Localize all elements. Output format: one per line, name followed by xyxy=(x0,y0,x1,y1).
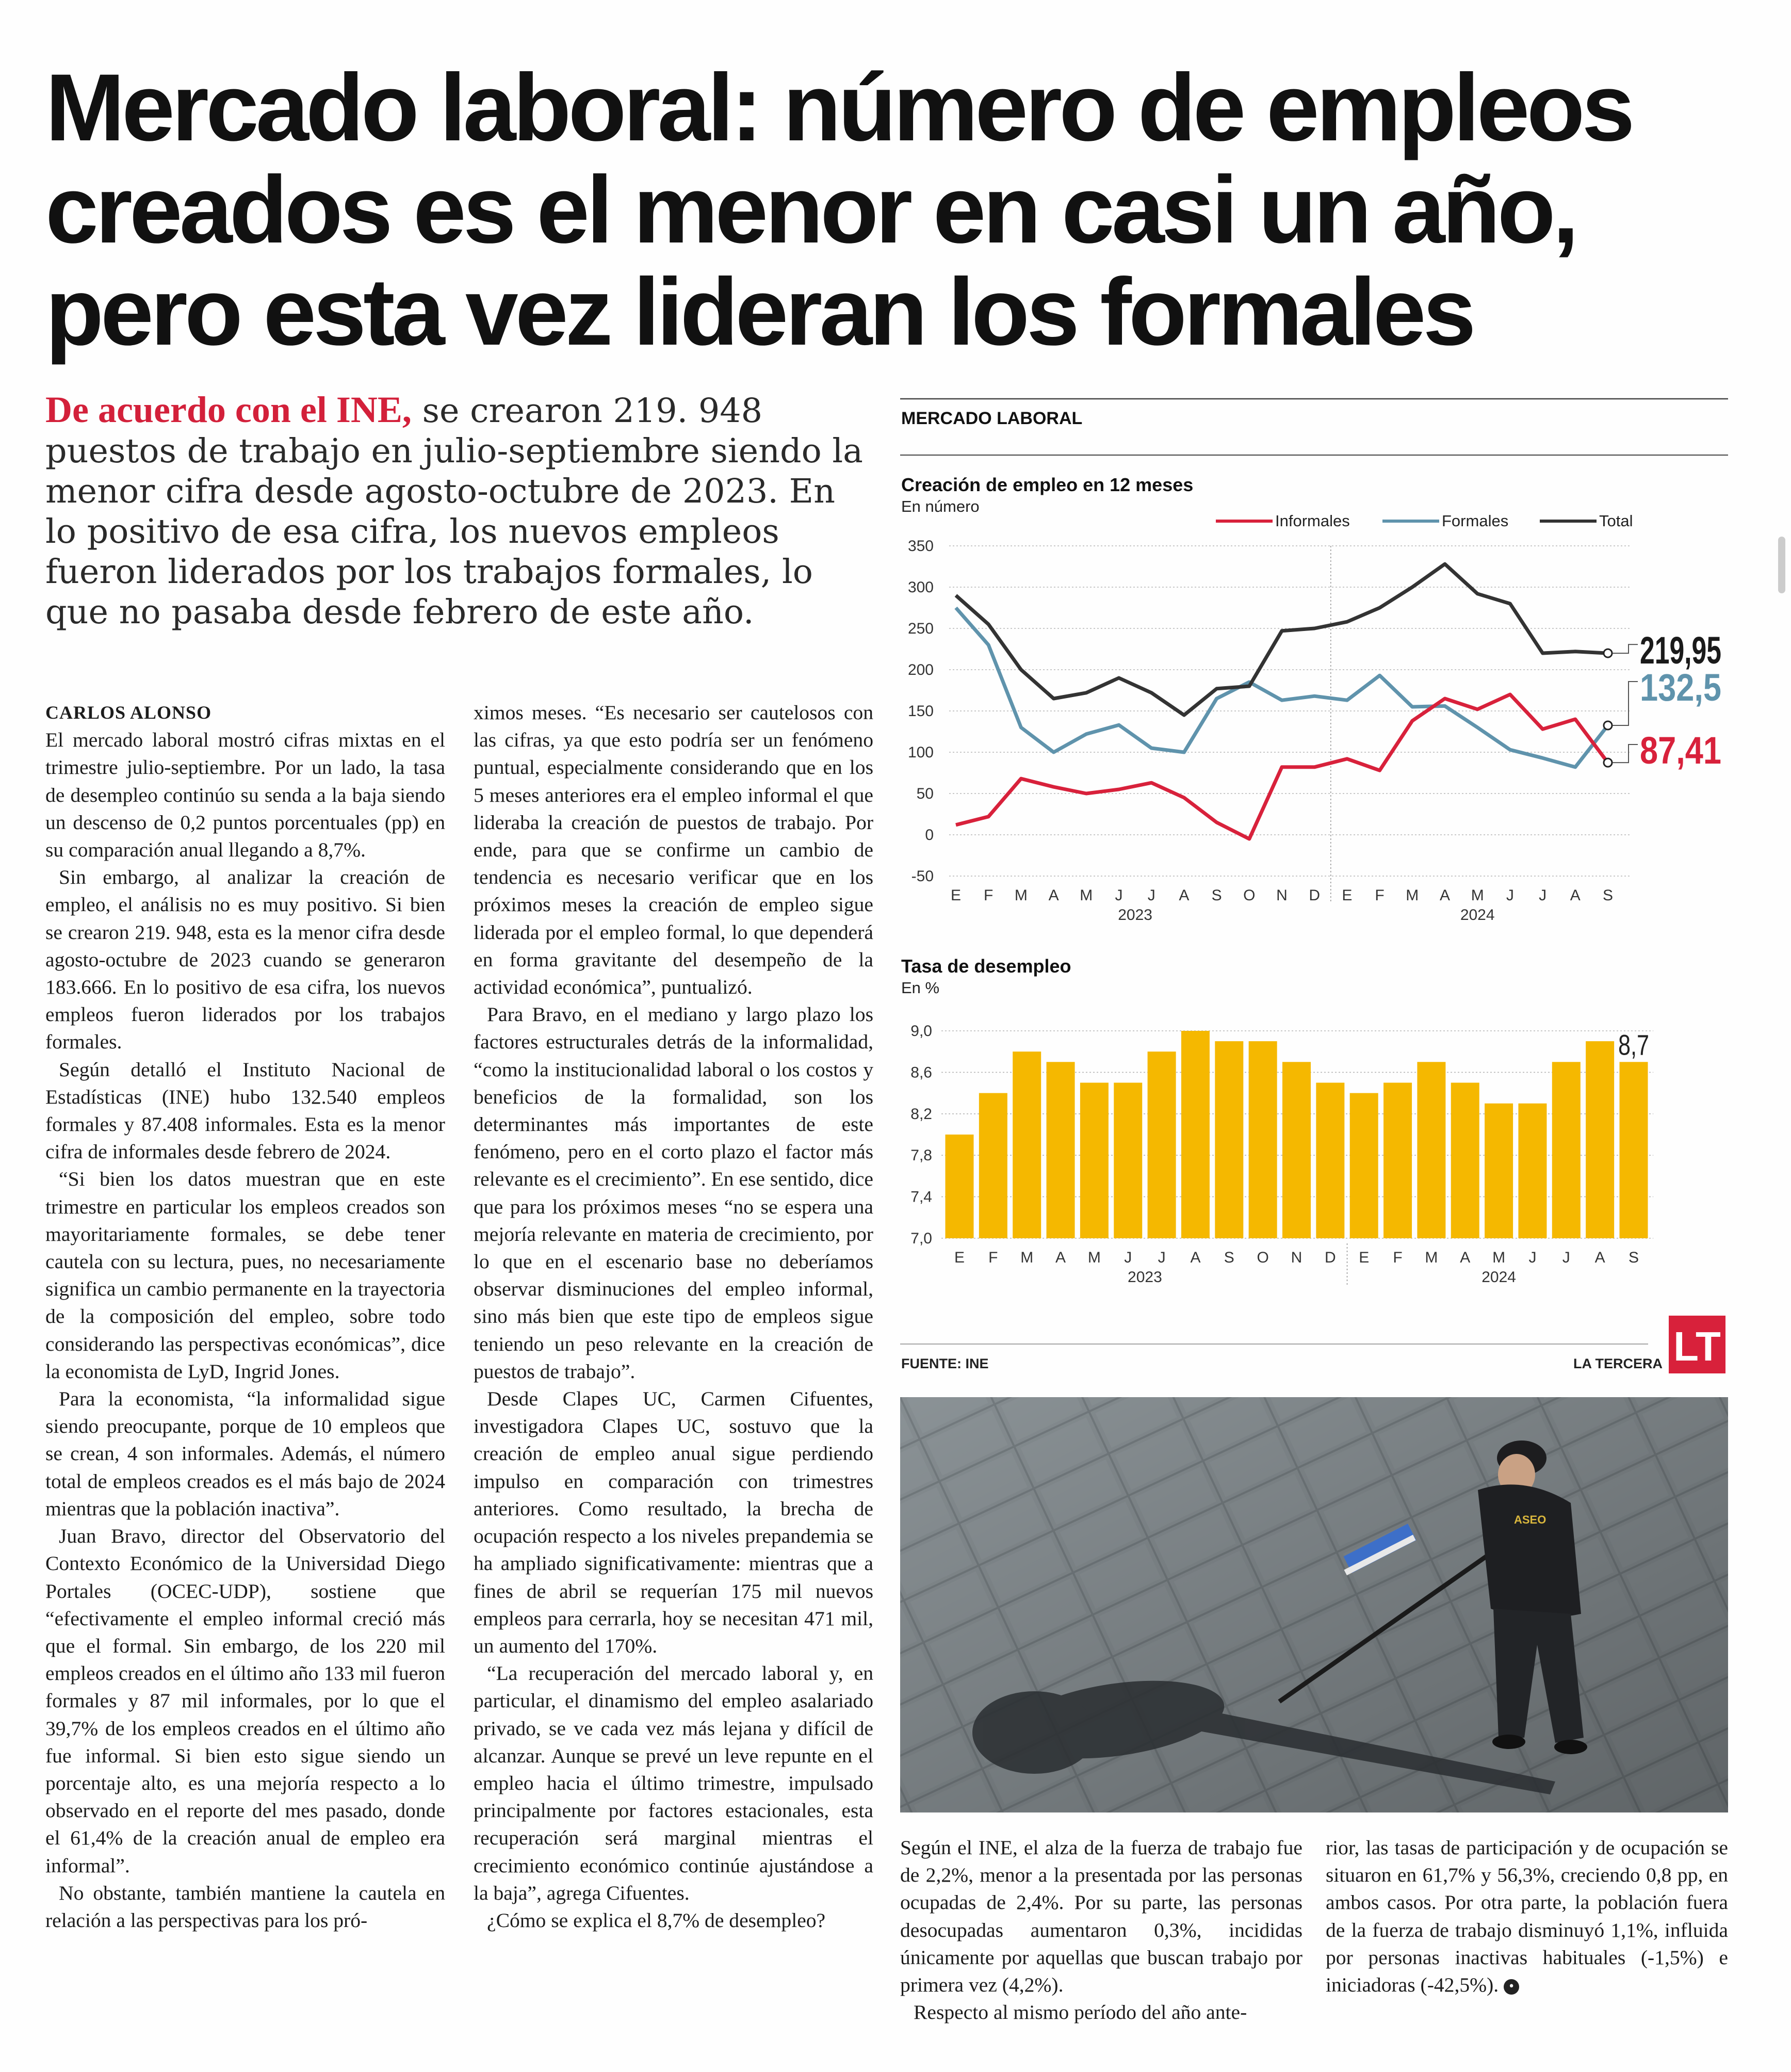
line-chart-x-tick: A xyxy=(1048,887,1059,904)
line-chart-x-tick: F xyxy=(984,887,994,904)
bar-chart-y-tick: 8,2 xyxy=(910,1105,932,1123)
series-end-marker xyxy=(1604,721,1612,730)
paragraph: Juan Bravo, director del Observatorio del Contexto Económico de la Universidad Diego Portales (OCEC-UDP), sostiene que “efectivamente el empleo informal creció más que el formal. Sin embargo, de los 220 mil empleos creados en el último año 133 mil fueron formales y 87 mil informales, por lo que el 39,7% de los empleos creados en el último año fue informal. Si bien esto sigue siendo un porcentaje alto, es una mejoría respecto a lo observado en el reporte del mes pasado, donde el 61,4% de la creación anual de empleo era informal”. xyxy=(45,1525,445,1877)
bar-chart-x-tick: F xyxy=(988,1249,998,1266)
paragraph xyxy=(1326,1834,1728,1999)
bar-chart-x-tick: S xyxy=(1628,1249,1639,1266)
line-chart xyxy=(901,474,1721,924)
photo-street-sweeper xyxy=(900,1397,1728,1812)
paragraph-text: rior, las tasas de participación y de ocupación se situaron en 61,7% y 56,3%, creciendo 0,8 pp, en ambos casos. Por otra parte, la población fuera de la fuerza de trabajo disminuyó 1,1%, influida por personas inactivas habituales (-1,5%) e iniciadoras (-42,5%). xyxy=(1326,1836,1728,1997)
end-label-value: 132,5 xyxy=(1640,666,1721,709)
lead-paragraph xyxy=(45,390,866,633)
line-chart-y-tick: -50 xyxy=(911,868,934,885)
bar-chart-x-tick: M xyxy=(1425,1249,1438,1266)
bar-chart-x-tick: J xyxy=(1562,1249,1570,1266)
end-label-value: 87,41 xyxy=(1640,729,1721,772)
bar xyxy=(1282,1062,1311,1238)
bar-chart-y-tick: 7,0 xyxy=(910,1230,932,1247)
line-chart-x-tick: M xyxy=(1406,887,1419,904)
line-chart-x-tick: S xyxy=(1602,887,1614,904)
bar-chart-subtitle: En % xyxy=(901,979,940,997)
bar-chart-x-tick: N xyxy=(1291,1249,1302,1266)
bar-chart-x-tick: D xyxy=(1325,1249,1336,1266)
article-column-2 xyxy=(474,699,873,1934)
paragraph: “Si bien los datos muestran que en este trimestre en particular los empleos creados son mayoritariamente formales, se debe tener cautela con su lectura, pues, no necesariamente significa un cambio permanente en la trayectoria de la composición del empleo, sobre todo considerando las perspectivas económicas”, dice la economista de LyD, Ingrid Jones. xyxy=(45,1168,445,1383)
article-column-3 xyxy=(900,1834,1302,2026)
brand-logo-text: LT xyxy=(1673,1323,1721,1369)
series-line-informales xyxy=(956,694,1608,839)
bar-chart-x-tick: E xyxy=(1359,1249,1370,1266)
paragraph: Según detalló el Instituto Nacional de Estadísticas (INE) hubo 132.540 empleos formales y 87.408 informales. Esta es la menor cifra de informales desde febrero de 2024. xyxy=(45,1058,445,1163)
bar-chart-x-tick: S xyxy=(1224,1249,1234,1266)
article-column-4 xyxy=(1326,1834,1728,1999)
line-chart-x-tick: E xyxy=(1342,887,1353,904)
bar-chart-x-tick: A xyxy=(1055,1249,1066,1266)
end-label-value: 219,95 xyxy=(1640,629,1721,672)
line-chart-grid xyxy=(908,538,1630,903)
line-chart-y-tick: 150 xyxy=(907,703,934,720)
line-chart-x-tick: D xyxy=(1309,887,1321,904)
bar-chart-x-tick: O xyxy=(1257,1249,1269,1266)
bar-chart-year-label: 2024 xyxy=(1481,1269,1516,1286)
bar-chart-year-label: 2023 xyxy=(1128,1269,1162,1286)
bar xyxy=(1485,1104,1513,1238)
line-chart-title: Creación de empleo en 12 meses xyxy=(901,474,1194,495)
line-chart-y-tick: 200 xyxy=(907,661,934,678)
series-end-marker xyxy=(1604,758,1612,767)
bar-chart-x-tick: A xyxy=(1594,1249,1605,1266)
bar-chart-y-tick: 9,0 xyxy=(910,1023,932,1040)
bar-chart-x-tick: M xyxy=(1020,1249,1034,1266)
bar-chart-x-tick: J xyxy=(1124,1249,1132,1266)
end-label-leader xyxy=(1613,744,1638,763)
line-chart-y-tick: 250 xyxy=(907,620,934,637)
bar xyxy=(1114,1083,1142,1239)
line-chart-axes xyxy=(951,887,1613,924)
line-chart-x-tick: J xyxy=(1115,887,1123,904)
bar xyxy=(1080,1083,1109,1239)
bar xyxy=(1181,1031,1210,1238)
paragraph: No obstante, también mantiene la cautela en relación a las perspectivas para los pró- xyxy=(45,1881,445,1932)
series-end-marker xyxy=(1604,649,1612,657)
paragraph: ximos meses. “Es necesario ser cautelosos con las cifras, ya que esto podría ser un fenómeno puntual, especialmente considerando que en los 5 meses anteriores era el empleo informal el que lideraba la creación de puestos de trabajo. Por ende, para que se confirme un cambio de tendencia es necesario verificar que en los próximos meses la creación de empleo sigue liderada por el empleo formal, lo que dependerá en forma gravitante del desempeño de la actividad económica”, puntualizó. xyxy=(474,701,873,999)
line-chart-x-tick: M xyxy=(1014,887,1028,904)
bar xyxy=(979,1093,1007,1238)
bar-chart-title: Tasa de desempleo xyxy=(901,956,1071,977)
line-chart-x-tick: A xyxy=(1179,887,1190,904)
end-label-leader xyxy=(1613,644,1638,653)
svg-text:ASEO: ASEO xyxy=(1514,1513,1546,1526)
line-chart-subtitle: En número xyxy=(901,497,980,515)
bar-chart-y-tick: 8,6 xyxy=(910,1064,932,1081)
bar-chart-y-tick: 7,8 xyxy=(910,1147,932,1164)
bar-data-label: 8,7 xyxy=(1618,1028,1649,1061)
bar xyxy=(1620,1062,1648,1238)
article-column-1 xyxy=(45,699,445,1934)
line-chart-x-tick: A xyxy=(1570,887,1581,904)
line-chart-y-tick: 350 xyxy=(907,538,934,555)
lead-label: De acuerdo con el INE, xyxy=(45,389,412,430)
line-chart-legend xyxy=(1216,512,1633,530)
line-chart-x-tick: M xyxy=(1080,887,1093,904)
line-chart-y-tick: 0 xyxy=(925,827,934,844)
bar xyxy=(1451,1083,1479,1239)
line-chart-x-tick: J xyxy=(1147,887,1155,904)
bar xyxy=(946,1135,974,1238)
line-chart-x-tick: J xyxy=(1506,887,1514,904)
line-chart-x-tick: A xyxy=(1439,887,1451,904)
line-chart-x-tick: S xyxy=(1211,887,1222,904)
end-mark-icon: • xyxy=(1504,1979,1519,1995)
infographic xyxy=(900,397,1728,1378)
paragraph: “La recuperación del mercado laboral y, en particular, el dinamismo del empleo asalariado privado, se ve cada vez más lejana y difícil de alcanzar. Aunque se prevé un leve repunte en el empleo hacia el último trimestre, impulsado principalmente por factores estacionales, esta recuperación será marginal mientras el crecimiento económico continúe ajustándose a la baja”, agrega Cifuentes. xyxy=(474,1662,873,1904)
bar-chart-x-tick: M xyxy=(1087,1249,1101,1266)
bar-chart-axes xyxy=(954,1249,1639,1286)
line-chart-x-tick: F xyxy=(1375,887,1385,904)
headline: Mercado laboral: número de empleos creados es el menor en casi un año, pero esta vez lideran los formales xyxy=(45,55,1632,365)
line-chart-series xyxy=(956,564,1612,839)
bar xyxy=(1013,1051,1041,1238)
source-label: FUENTE: INE xyxy=(901,1356,989,1371)
bar xyxy=(1383,1083,1412,1239)
line-chart-x-tick: J xyxy=(1539,887,1547,904)
paragraph: Para Bravo, en el mediano y largo plazo los factores estructurales detrás de la informalidad, “como la institucionalidad laboral o los costos y beneficios de la formalidad, son los determinantes más importantes de este fenómeno, pero en el corto plazo el factor más relevante es el crecimiento”. En ese sentido, dice que para los próximos meses “no se espera una mejoría relevante en materia de crecimiento, por lo que en el escenario base no deberíamos observar disminuciones del empleo informal, sino más bien que este tipo de empleos sigue teniendo un peso relevante en la creación de puestos de trabajo”. xyxy=(474,1003,873,1383)
bar-chart-x-tick: J xyxy=(1528,1249,1537,1266)
bar xyxy=(1148,1051,1176,1238)
bar xyxy=(1518,1104,1546,1238)
line-chart-y-tick: 100 xyxy=(907,744,934,761)
line-chart-x-tick: N xyxy=(1276,887,1288,904)
bar-chart-y-tick: 7,4 xyxy=(910,1188,932,1206)
line-chart-y-tick: 50 xyxy=(916,785,934,802)
bar xyxy=(1316,1083,1344,1239)
line-chart-year-label: 2023 xyxy=(1118,906,1152,924)
bar xyxy=(1215,1041,1243,1238)
paragraph: El mercado laboral mostró cifras mixtas en el trimestre julio-septiembre. Por un lado, la tasa de desempleo continúo su senda a la baja siendo un descenso de 0,2 puntos porcentuales (pp) en su comparación anual llegando a 8,7%. xyxy=(45,729,445,862)
bar-chart-x-tick: M xyxy=(1492,1249,1506,1266)
line-chart-x-tick: M xyxy=(1471,887,1484,904)
bar-chart-x-tick: A xyxy=(1190,1249,1201,1266)
section-label: MERCADO LABORAL xyxy=(901,409,1083,428)
lead-text: se crearon 219. 948 puestos de trabajo en julio-septiembre siendo la menor cifra desde agosto-octubre de 2023. En lo positivo de esa cifra, los nuevos empleos fueron liderados por los trabajos formales, lo que no pasaba desde febrero de este año. xyxy=(45,392,863,632)
bar-chart-bars xyxy=(946,1028,1650,1238)
bar xyxy=(1350,1093,1378,1238)
subheading: ¿Cómo se explica el 8,7% de desempleo? xyxy=(487,1908,826,1932)
line-chart-x-tick: O xyxy=(1243,887,1256,904)
bar-chart xyxy=(901,956,1653,1286)
bar xyxy=(1552,1062,1581,1238)
paragraph: Según el INE, el alza de la fuerza de trabajo fue de 2,2%, menor a la presentada por las personas ocupadas de 2,4%. Por su parte, las personas desocupadas aumentaron 0,3%, incididas únicamente por aquellas que buscan trabajo por primera vez (4,2%). xyxy=(900,1836,1302,1997)
bar xyxy=(1586,1041,1614,1238)
legend-label: Informales xyxy=(1275,512,1350,530)
paragraph: Para la economista, “la informalidad sigue siendo preocupante, porque de 10 empleos que se crean, 4 son informales. Además, el número total de empleos creados es el más bajo de 2024 mientras que la población inactiva”. xyxy=(45,1387,445,1520)
byline: CARLOS ALONSO xyxy=(45,702,212,723)
bar-chart-x-tick: J xyxy=(1158,1249,1166,1266)
bar xyxy=(1047,1062,1075,1238)
legend-label: Formales xyxy=(1442,512,1509,530)
bar xyxy=(1417,1062,1445,1238)
line-chart-y-tick: 300 xyxy=(907,579,934,596)
line-chart-end-labels xyxy=(1613,629,1721,772)
paragraph: Sin embargo, al analizar la creación de empleo, el análisis no es muy positivo. Si bien se crearon 219. 948, esta es la menor cifra desde agosto-octubre de 2023 cuando se generaron 183.666. En lo positivo de esa cifra, los nuevos empleos fueron liderados por los trabajos formales. xyxy=(45,866,445,1054)
bar xyxy=(1249,1041,1277,1238)
paragraph: Desde Clapes UC, Carmen Cifuentes, investigadora Clapes UC, sostuvo que la creación de empleo anual sigue perdiendo impulso en comparación con trimestres anteriores. Como resultado, la brecha de ocupación respecto a los niveles prepandemia se ha ampliado significativamente: mientras que a fines de abril se requerían 175 mil nuevos empleos para cerrarla, hoy se necesitan 471 mil, un aumento del 170%. xyxy=(474,1387,873,1657)
line-chart-x-tick: E xyxy=(950,887,962,904)
brand-label: LA TERCERA xyxy=(1573,1356,1663,1371)
paragraph: Respecto al mismo período del año ante- xyxy=(914,2001,1247,2024)
legend-label: Total xyxy=(1599,512,1633,530)
series-line-total xyxy=(956,564,1608,715)
bar-chart-x-tick: F xyxy=(1393,1249,1403,1266)
line-chart-year-label: 2024 xyxy=(1460,906,1495,924)
scrollbar-thumb[interactable] xyxy=(1778,537,1785,593)
bar-chart-x-tick: A xyxy=(1460,1249,1471,1266)
bar-chart-x-tick: E xyxy=(954,1249,965,1266)
end-label-leader xyxy=(1613,682,1638,725)
